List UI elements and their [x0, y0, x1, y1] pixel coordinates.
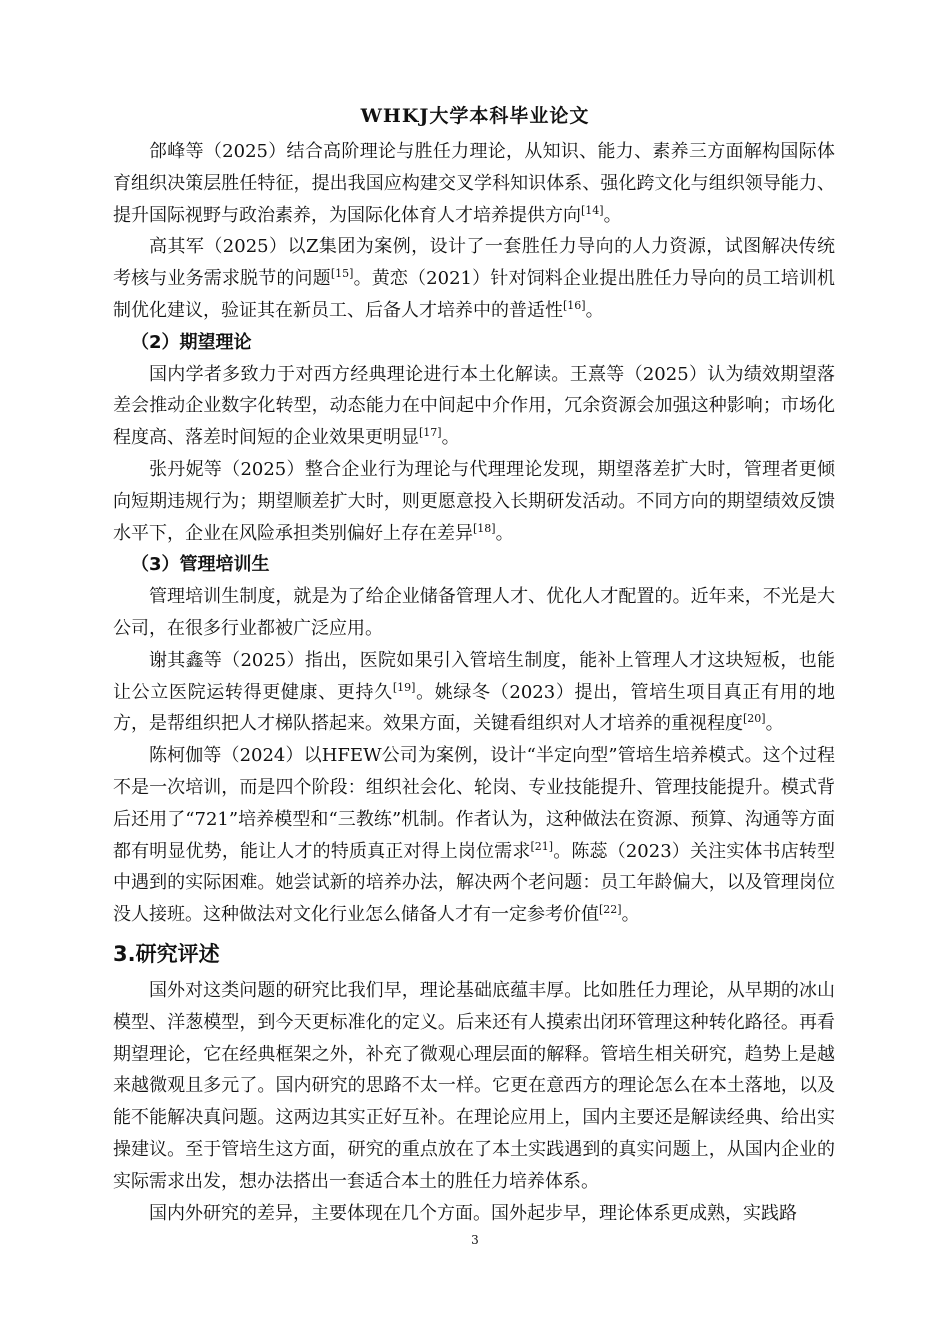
paragraph: 张丹妮等（2025）整合企业行为理论与代理理论发现，期望落差扩大时，管理者更倾向短期违规行为；期望顺差扩大时，则更愿意投入长期研发活动。不同方向的期望绩效反馈水平下，企业在风险承担类别偏好上存在差异[18]。: [113, 458, 835, 544]
citation: [22]: [599, 903, 622, 917]
body-text: [113, 136, 835, 1229]
paragraph: 高其军（2025）以Z集团为案例，设计了一套胜任力导向的人力资源，试图解决传统考核与业务需求脱节的问题[15]。黄恋（2021）针对饲料企业提出胜任力导向的员工培训机制优化建议，验证其在新员工、后备人才培养中的普适性[16]。: [113, 236, 836, 321]
page-number: 3: [471, 1233, 479, 1247]
paragraph: 国内外研究的差异，主要体现在几个方面。国外起步早，理论体系更成熟，实践路: [149, 1202, 797, 1224]
section-heading: 3.研究评述: [113, 941, 220, 966]
citation: [20]: [743, 712, 766, 726]
subheading: （3）管理培训生: [131, 554, 270, 576]
citation: [21]: [530, 839, 554, 853]
paragraph: 陈柯伽等（2024）以HFEW公司为案例，设计“半定向型”管培生培养模式。这个过程不是一次培训，而是四个阶段：组织社会化、轮岗、专业技能提升、管理技能提升。模式背后还用了“721”培养模型和“三教练”机制。作者认为，这种做法在资源、预算、沟通等方面都有明显优势，能让人才的特质真正对得上岗位需求[21]。陈蕊（2023）关注实体书店转型中遇到的实际困难。她尝试新的培养办法，解决两个老问题：员工年龄偏大，以及管理岗位没人接班。这种做法对文化行业怎么储备人才有一定参考价值[22]。: [113, 745, 836, 926]
citation: [15]: [330, 267, 354, 281]
paragraph-text: 郃峰等（2025）结合高阶理论与胜任力理论，从知识、能力、素养三方面解构国际体育组织决策层胜任特征，提出我国应构建交叉学科知识体系、强化跨文化与组织领导能力、提升国际视野与政治素养，为国际化体育人才培养提供方向: [113, 141, 835, 226]
citation: [14]: [581, 203, 604, 217]
citation: [17]: [419, 426, 442, 440]
paragraph: 国内学者多致力于对西方经典理论进行本土化解读。王熹等（2025）认为绩效期望落差会推动企业数字化转型，动态能力在中间起中介作用，冗余资源会加强这种影响；市场化程度高、落差时间短的企业效果更明显[17]。: [113, 363, 835, 449]
citation: [19]: [392, 680, 416, 694]
paragraph: 谢其鑫等（2025）指出，医院如果引入管培生制度，能补上管理人才这块短板，也能让公立医院运转得更健康、更持久[19]。姚绿冬（2023）提出，管培生项目真正有用的地方，是帮组织把人才梯队搭起来。效果方面，关键看组织对人才培养的重视程度[20]。: [113, 649, 836, 735]
paragraph: 管理培训生制度，就是为了给企业储备管理人才、优化人才配置的。近年来，不光是大公司，在很多行业都被广泛应用。: [113, 586, 835, 639]
subheading: （2）期望理论: [131, 331, 252, 353]
paragraph: 国外对这类问题的研究比我们早，理论基础底蕴丰厚。比如胜任力理论，从早期的冰山模型、洋葱模型，到今天更标准化的定义。后来还有人摸索出闭环管理这种转化路径。再看期望理论，它在经典框架之外，补充了微观心理层面的解释。管培生相关研究，趋势上是越来越微观且多元了。国内研究的思路不太一样。它更在意西方的理论怎么在本土落地，以及能不能解决真问题。这两边其实正好互补。在理论应用上，国内主要还是解读经典、给出实操建议。至于管培生这方面，研究的重点放在了本土实践遇到的真实问题上，从国内企业的实际需求出发，想办法搭出一套适合本土的胜任力培养体系。: [113, 979, 835, 1192]
citation: [18]: [473, 521, 496, 535]
paragraph: 郃峰等（2025）结合高阶理论与胜任力理论，从知识、能力、素养三方面解构国际体育组织决策层胜任特征，提出我国应构建交叉学科知识体系、强化跨文化与组织领导能力、提升国际视野与政治素养，为国际化体育人才培养提供方向[14]。: [113, 141, 835, 226]
running-header: WHKJ大学本科毕业论文: [360, 105, 590, 127]
citation: [16]: [563, 298, 586, 312]
